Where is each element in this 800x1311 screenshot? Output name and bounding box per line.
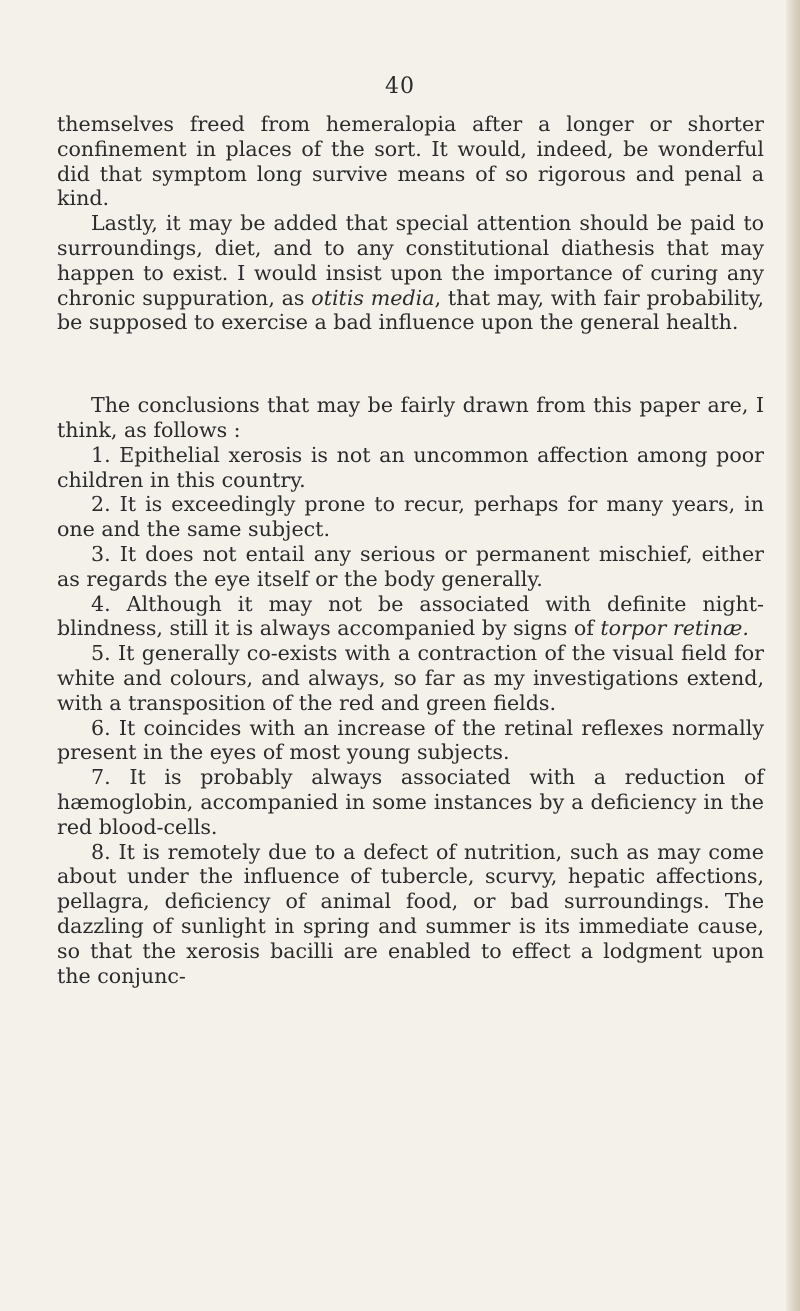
paragraph-continuation: themselves freed from hemeralopia after a longer or shorter confinement in places of the sort. It would, indeed, be wonderful did that symptom long survive means of so rigorous and penal a kind.: [57, 112, 764, 211]
body-text: [57, 112, 764, 988]
conclusion-item-1: 1. Epithelial xerosis is not an uncommon affection among poor children in this country.: [57, 442, 764, 492]
conclusion-item-4-emphasis: torpor retinæ.: [600, 616, 749, 641]
page-edge-shadow: [786, 0, 800, 1311]
conclusions-intro: The conclusions that may be fairly drawn from this paper are, I think, as follows :: [57, 393, 764, 442]
conclusion-item-3: 3. It does not entail any serious or permanent mischief, either as regards the eye itself or the body generally.: [57, 541, 764, 591]
paragraph-lastly: [57, 211, 764, 335]
conclusion-item-8: 8. It is remotely due to a defect of nutrition, such as may come about under the influence of tubercle, scurvy, hepatic affections, pellagra, deficiency of animal food, or bad surroundings. The dazzling of sunlight in spring and summer is its immediate cause, so that the xerosis bacilli are enabled to effect a lodgment upon the conjunc-: [57, 839, 764, 988]
paragraph-lastly-text-a: Lastly, it may be added that special attention should be paid to surroundings, diet, and to any constitutional diathesis that may happen to exist. I would insist upon the importance of curing any chronic suppuration, as: [57, 211, 764, 310]
conclusion-item-6: 6. It coincides with an increase of the retinal reflexes normally present in the eyes of most young subjects.: [57, 715, 764, 765]
conclusion-item-4-text: 4. Although it may not be associated with definite night-blindness, still it is always accompanied by signs of: [57, 591, 764, 641]
paragraph-lastly-emphasis: otitis media: [311, 285, 435, 310]
conclusion-item-2: 2. It is exceedingly prone to recur, perhaps for many years, in one and the same subject.: [57, 492, 764, 542]
page-number: 40: [385, 74, 415, 99]
conclusion-item-5: 5. It generally co-exists with a contraction of the visual field for white and colours, and always, so far as my investigations extend, with a transposition of the red and green fields.: [57, 641, 764, 715]
conclusion-item-7: 7. It is probably always associated with a reduction of hæmoglobin, accompanied in some instances by a deficiency in the red blood-cells.: [57, 765, 764, 839]
conclusion-item-4: [57, 592, 764, 642]
paragraph-lastly-text-b: , that may, with fair probability, be supposed to exercise a bad influence upon the general health.: [57, 285, 765, 335]
